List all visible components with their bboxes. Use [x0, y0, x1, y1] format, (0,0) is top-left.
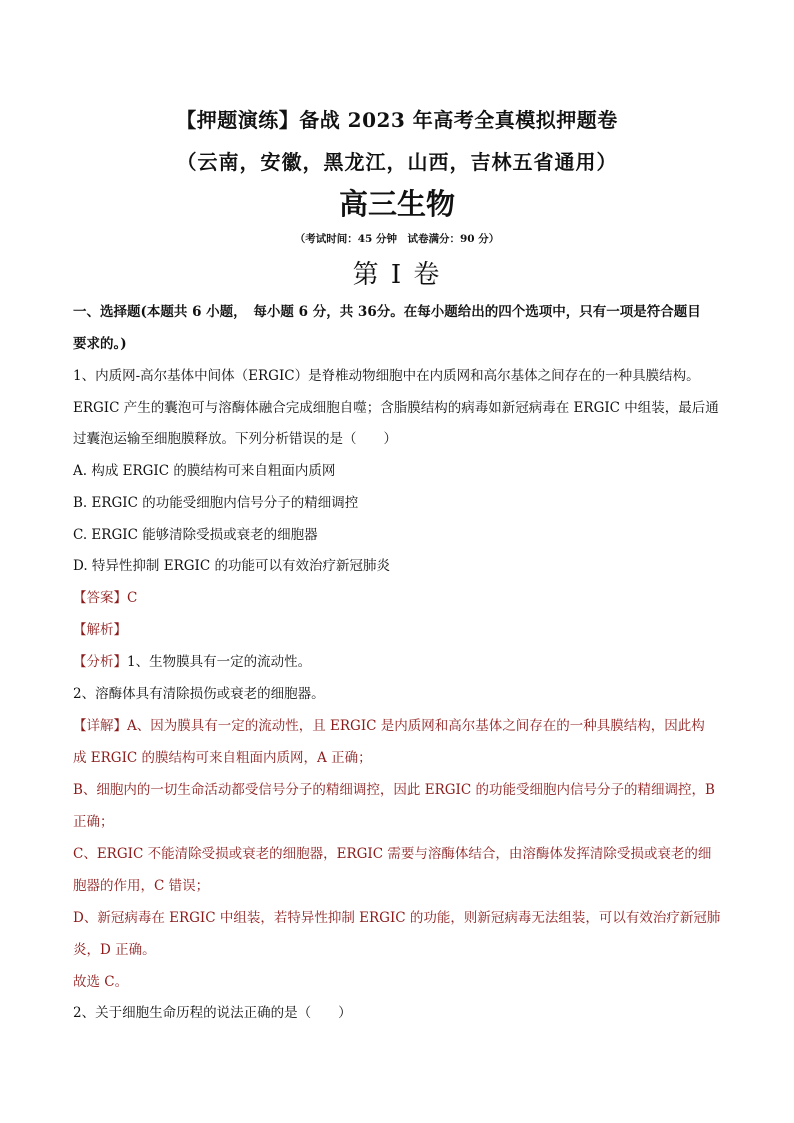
q1-xiangjie-b-line1: B、细胞内的一切生命活动都受信号分子的精细调控，因此 ERGIC 的功能受细胞内信号分子的精细调控，B: [73, 782, 715, 798]
q1-option-c: C. ERGIC 能够清除受损或衰老的细胞器: [73, 527, 318, 543]
q1-fenxi-line2: 2、溶酶体具有清除损伤或衰老的细胞器。: [73, 686, 325, 702]
q1-xiangjie-c-line1: C、ERGIC 不能清除受损或衰老的细胞器，ERGIC 需要与溶酶体结合，由溶酶体发挥清除受损或衰老的细: [73, 846, 712, 862]
q1-xiangjie-a-line2: 成 ERGIC 的膜结构可来自粗面内质网，A 正确；: [73, 750, 372, 766]
q1-option-a: A. 构成 ERGIC 的膜结构可来自粗面内质网: [73, 463, 336, 479]
subject-title: 高三生物: [338, 187, 455, 221]
document-subtitle-provinces: （云南，安徽，黑龙江，山西，吉林五省通用）: [176, 150, 618, 174]
q1-xiangjie-b-line2: 正确；: [73, 814, 114, 830]
q1-xiangjie-c-line2: 胞器的作用，C 错误；: [73, 878, 210, 894]
q1-option-b: B. ERGIC 的功能受细胞内信号分子的精细调控: [73, 495, 359, 511]
q1-xiangjie-d-line1: D、新冠病毒在 ERGIC 中组装，若特异性抑制 ERGIC 的功能，则新冠病毒无法组装，可以有效治疗新冠肺: [73, 910, 721, 926]
q1-xiangjie-a-line1: [73, 716, 725, 736]
exam-info: （考试时间：45 分钟 试卷满分：90 分）: [294, 233, 500, 245]
xiangjie-a-text: A、因为膜具有一定的流动性，且 ERGIC 是内质网和高尔基体之间存在的一种具膜结构，因此构: [127, 718, 705, 734]
xiangjie-tag: 【详解】: [73, 718, 127, 734]
fenxi-tag: 【分析】: [73, 654, 127, 670]
section-instruction-line2: 要求的。): [73, 336, 127, 352]
q1-stem-line2: ERGIC 产生的囊泡可与溶酶体融合完成细胞自噬；含脂膜结构的病毒如新冠病毒在 ERGIC 中组装，最后通: [73, 400, 719, 416]
document-title: 【押题演练】备战 2023 年高考全真模拟押题卷: [176, 108, 618, 132]
q1-stem-line3: 过囊泡运输至细胞膜释放。下列分析错误的是（ ）: [73, 431, 397, 447]
q1-xiangjie-d-line2: 炎，D 正确。: [73, 942, 156, 958]
q1-fenxi-line1: [73, 652, 725, 672]
section-instruction-line1: 一、选择题(本题共 6 小题， 每小题 6 分，共 36分。在每小题给出的四个选项中，只有一项是符合题目: [73, 304, 701, 320]
q1-conclusion: 故选 C。: [73, 974, 129, 990]
q1-option-d: D. 特异性抑制 ERGIC 的功能可以有效治疗新冠肺炎: [73, 558, 390, 574]
volume-heading: 第 I 卷: [352, 260, 442, 290]
q2-stem-line1: 2、关于细胞生命历程的说法正确的是（ ）: [73, 1005, 352, 1021]
q1-analysis-label: 【解析】: [73, 622, 127, 638]
q1-answer: 【答案】C: [73, 590, 138, 606]
fenxi-text-1: 1、生物膜具有一定的流动性。: [127, 654, 312, 670]
q1-stem-line1: 1、内质网-高尔基体中间体（ERGIC）是脊椎动物细胞中在内质网和高尔基体之间存在的一种具膜结构。: [73, 368, 700, 384]
